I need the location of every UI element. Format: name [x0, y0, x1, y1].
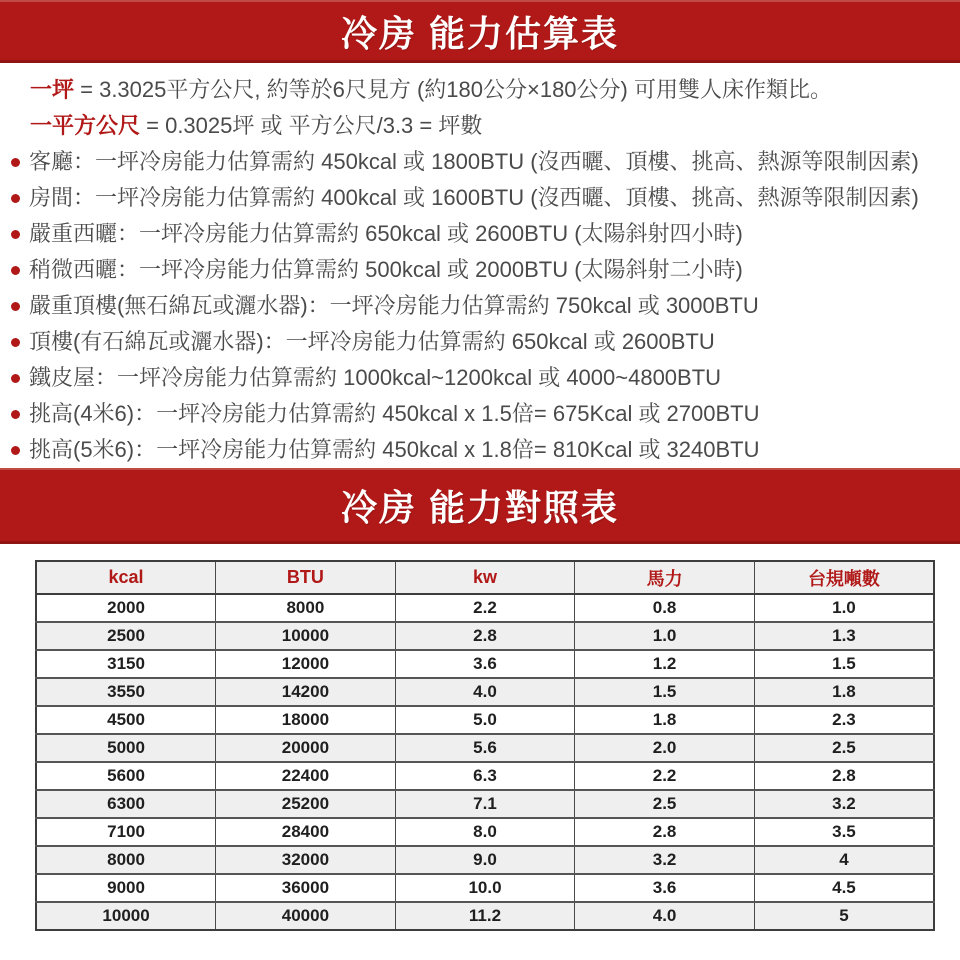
intro-term-ping: 一坪 [30, 77, 75, 102]
data-cell: 2.3 [754, 706, 934, 734]
data-cell: 2500 [36, 622, 216, 650]
data-cell: 3.5 [754, 818, 934, 846]
bullet-text: 稍微西曬：一坪冷房能力估算需約 500kcal 或 2000BTU (太陽斜射二小時) [29, 257, 743, 282]
data-cell: 7.1 [395, 790, 575, 818]
bullet-dot-icon [11, 338, 20, 347]
table-row [36, 818, 934, 846]
data-cell: 40000 [216, 902, 396, 930]
data-cell: 2.5 [754, 734, 934, 762]
data-cell: 2.8 [395, 622, 575, 650]
bullet-dot-icon [11, 446, 20, 455]
bullet-text: 房間：一坪冷房能力估算需約 400kcal 或 1600BTU (沒西曬、頂樓、挑高、熱源等限制因素) [29, 185, 919, 210]
bullet-item [10, 252, 954, 288]
data-cell: 4.0 [395, 678, 575, 706]
data-cell: 4500 [36, 706, 216, 734]
bullet-dot-icon [11, 230, 20, 239]
bullet-item [10, 180, 954, 216]
data-cell: 2.0 [575, 734, 755, 762]
data-cell: 9000 [36, 874, 216, 902]
table-row [36, 762, 934, 790]
data-cell: 1.5 [575, 678, 755, 706]
bullet-item [10, 360, 954, 396]
data-cell: 2.2 [575, 762, 755, 790]
bullet-text: 嚴重西曬：一坪冷房能力估算需約 650kcal 或 2600BTU (太陽斜射四小時) [29, 221, 743, 246]
data-cell: 9.0 [395, 846, 575, 874]
table-row [36, 846, 934, 874]
data-cell: 1.0 [575, 622, 755, 650]
table-row [36, 790, 934, 818]
data-cell: 3.6 [575, 874, 755, 902]
data-cell: 8000 [216, 594, 396, 622]
compare-banner-title: 冷房 能力對照表 [340, 487, 619, 528]
estimate-banner-title: 冷房 能力估算表 [340, 12, 619, 54]
data-cell: 10.0 [395, 874, 575, 902]
data-cell: 3150 [36, 650, 216, 678]
table-head [36, 561, 934, 594]
data-cell: 3.6 [395, 650, 575, 678]
bullet-item [10, 144, 954, 180]
bullet-dot-icon [11, 302, 20, 311]
header-cell: 台規噸數 [754, 561, 934, 594]
table-row [36, 874, 934, 902]
bullet-item [10, 324, 954, 360]
data-cell: 5 [754, 902, 934, 930]
header-cell: kw [395, 561, 575, 594]
bullet-dot-icon [11, 194, 20, 203]
intro-section [0, 63, 960, 144]
bullet-dot-icon [11, 158, 20, 167]
table-row [36, 902, 934, 930]
data-cell: 22400 [216, 762, 396, 790]
bullet-item [10, 288, 954, 324]
data-cell: 3.2 [754, 790, 934, 818]
data-cell: 5.0 [395, 706, 575, 734]
table-row [36, 650, 934, 678]
estimate-bullet-list [0, 144, 960, 468]
data-cell: 6.3 [395, 762, 575, 790]
data-cell: 8.0 [395, 818, 575, 846]
bullet-text: 客廳：一坪冷房能力估算需約 450kcal 或 1800BTU (沒西曬、頂樓、挑高、熱源等限制因素) [29, 149, 919, 174]
data-cell: 2.2 [395, 594, 575, 622]
data-cell: 1.2 [575, 650, 755, 678]
data-cell: 14200 [216, 678, 396, 706]
data-cell: 7100 [36, 818, 216, 846]
data-cell: 3550 [36, 678, 216, 706]
header-cell: kcal [36, 561, 216, 594]
data-cell: 5600 [36, 762, 216, 790]
data-cell: 4.0 [575, 902, 755, 930]
data-cell: 5000 [36, 734, 216, 762]
data-cell: 10000 [36, 902, 216, 930]
bullet-item [10, 432, 954, 468]
data-cell: 2.5 [575, 790, 755, 818]
data-cell: 3.2 [575, 846, 755, 874]
compare-banner [0, 468, 960, 544]
bullet-item [10, 396, 954, 432]
table-body [36, 594, 934, 930]
bullet-text: 鐵皮屋：一坪冷房能力估算需約 1000kcal~1200kcal 或 4000~4800BTU [29, 365, 722, 390]
data-cell: 4.5 [754, 874, 934, 902]
comparison-table-wrap [35, 560, 960, 931]
table-row [36, 594, 934, 622]
header-cell: 馬力 [575, 561, 755, 594]
intro-text-sqm: = 0.3025坪 或 平方公尺/3.3 = 坪數 [140, 113, 483, 138]
data-cell: 1.8 [754, 678, 934, 706]
bullet-text: 挑高(4米6)：一坪冷房能力估算需約 450kcal x 1.5倍= 675Kcal 或 2700BTU [29, 401, 760, 426]
table-row [36, 678, 934, 706]
bullet-item [10, 216, 954, 252]
data-cell: 28400 [216, 818, 396, 846]
data-cell: 18000 [216, 706, 396, 734]
data-cell: 25200 [216, 790, 396, 818]
table-header-row [36, 561, 934, 594]
bullet-text: 嚴重頂樓(無石綿瓦或灑水器)：一坪冷房能力估算需約 750kcal 或 3000BTU [29, 293, 759, 318]
bullet-text: 頂樓(有石綿瓦或灑水器)：一坪冷房能力估算需約 650kcal 或 2600BTU [29, 329, 715, 354]
intro-text-ping: = 3.3025平方公尺, 約等於6尺見方 (約180公分×180公分) 可用雙人床作類比。 [74, 77, 832, 102]
header-cell: BTU [216, 561, 396, 594]
intro-line-ping [30, 72, 950, 108]
data-cell: 32000 [216, 846, 396, 874]
data-cell: 1.3 [754, 622, 934, 650]
bullet-dot-icon [11, 374, 20, 383]
capacity-comparison-table [35, 560, 935, 931]
data-cell: 1.0 [754, 594, 934, 622]
table-row [36, 622, 934, 650]
data-cell: 12000 [216, 650, 396, 678]
data-cell: 1.5 [754, 650, 934, 678]
estimate-banner [0, 0, 960, 63]
data-cell: 20000 [216, 734, 396, 762]
data-cell: 2.8 [575, 818, 755, 846]
data-cell: 8000 [36, 846, 216, 874]
data-cell: 36000 [216, 874, 396, 902]
table-row [36, 734, 934, 762]
data-cell: 11.2 [395, 902, 575, 930]
bullet-dot-icon [11, 410, 20, 419]
data-cell: 2000 [36, 594, 216, 622]
data-cell: 4 [754, 846, 934, 874]
intro-term-sqm: 一平方公尺 [30, 113, 141, 138]
table-row [36, 706, 934, 734]
data-cell: 2.8 [754, 762, 934, 790]
data-cell: 5.6 [395, 734, 575, 762]
bullet-text: 挑高(5米6)：一坪冷房能力估算需約 450kcal x 1.8倍= 810Kcal 或 3240BTU [29, 437, 760, 462]
data-cell: 6300 [36, 790, 216, 818]
data-cell: 10000 [216, 622, 396, 650]
intro-line-sqm [30, 108, 950, 144]
data-cell: 1.8 [575, 706, 755, 734]
bullet-dot-icon [11, 266, 20, 275]
data-cell: 0.8 [575, 594, 755, 622]
